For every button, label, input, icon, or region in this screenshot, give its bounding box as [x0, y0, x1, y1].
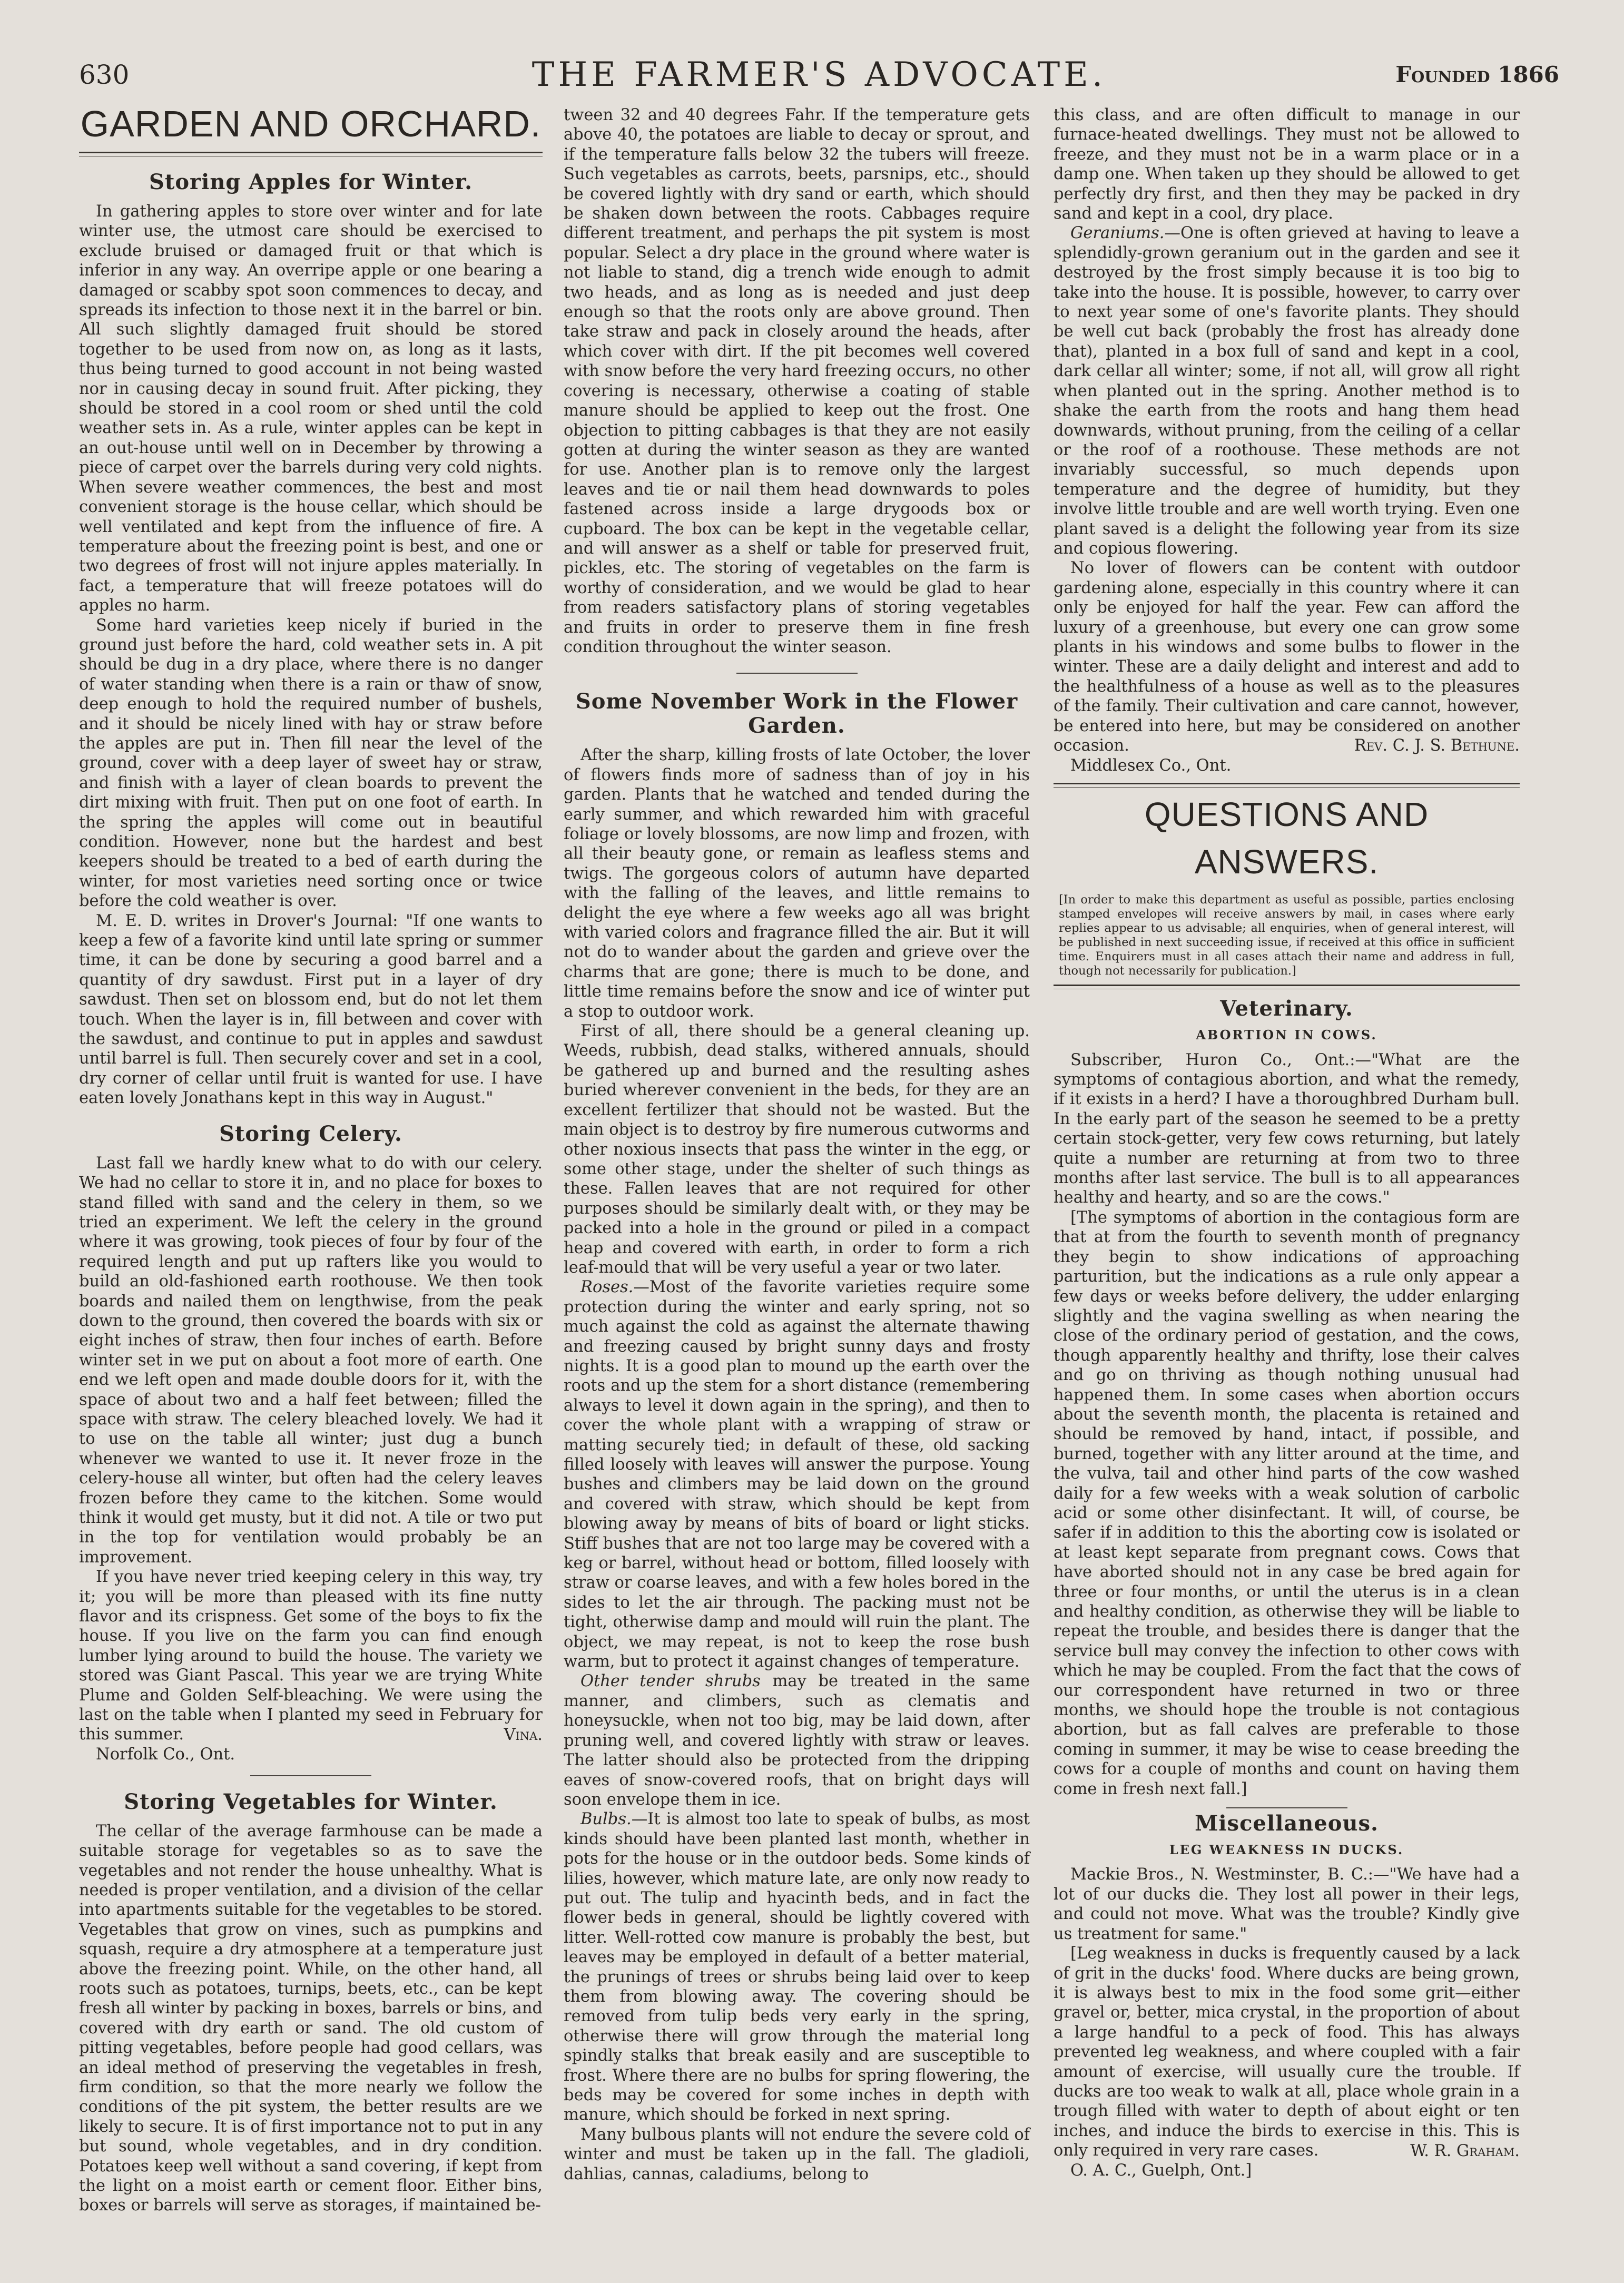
signature: W. R. Graham.	[1410, 2141, 1520, 2160]
paragraph: Many bulbous plants will not endure the severe cold of winter and must be taken up in the fall. The gladioli, dahlias, cannas, caladiums, belong to	[564, 2125, 1030, 2183]
paragraph: No lover of flowers can be content with outdoor gardening alone, especially in this country where it can only be enjoyed for half the year. Few can afford the luxury of a greenhouse, but every one can grow some plants in his windows and some bulbs to flower in the winter. These are a daily delight and interest and add to the healthfulness of a house as well as to the pleasures of the family. Their cultivation and care cannot, however, be entered into here, but may be considered on another occasion.	[1054, 559, 1520, 755]
article-subheading: ABORTION IN COWS.	[1196, 1027, 1377, 1043]
paragraph: Last fall we hardly knew what to do with our celery. We had no cellar to store it in, and no place for boxes to stand filled with sand and the celery in them, so we tried an experiment. We left the celery in the ground where it was growing, took pieces of four by four of the required length and put up rafters like you would to build an old-fashioned earth roothouse. We then took boards and nailed them on lengthwise, from the peak down to the ground, then covered the boards with six or eight inches of straw, then four inches of earth. Before winter set in we put on about a foot more of earth. One end we left open and made double doors for it, with the space of about two and a half feet between; filled the space with straw. The celery bleached lovely. We had it to use on the table all winter; just dug a bunch whenever we wanted to use it. It never froze in the celery-house all winter, but often had the celery leaves frozen before they came to the kitchen. Some would think it would get musty, but it did not. A tile or two put in the top for ventilation would probably be an improvement.	[79, 1154, 543, 1567]
double-rule	[1054, 783, 1520, 788]
signature: Rev. C. J. S. Bethune.	[1354, 736, 1520, 755]
paragraph: M. E. D. writes in Drover's Journal: "If one wants to keep a few of a favorite kind until late spring or summer time, it can be done by securing a good barrel and a quantity of dry sawdust. First put in a layer of dry sawdust. Then set on blossom end, but do not let them touch. When the layer is in, fill between and cover with the sawdust, and continue to put in apples and sawdust until barrel is full. Then securely cover and set in a cool, dry corner of cellar until fruit is wanted for use. I have eaten lovely Jonathans kept in this way in August."	[79, 911, 543, 1108]
paragraph-text: —One is often grieved at having to leave a splendidly-grown geranium out in the garden and see it destroyed by the frost simply because it is too big to take into the house. It is possible, however, to carry over to next year some of one's favorite plants. They should be well cut back (probably the frost has already done that), planted in a box full of sand and kept in a cool, dark cellar all winter; some, if not all, will grow all right when planted out in the spring. Another method is to shake the earth from the roots and hang them head downwards, without pruning, from the ceiling of a cellar or the roof of a roothouse. These methods are not invariably successful, so much depends upon temperature and the degree of humidity, but they involve little trouble and are well worth trying. Even one plant saved is a delight the following year from its size and copious flowering.	[1054, 224, 1520, 558]
article-heading: Some November Work in the Flower Garden.	[575, 689, 1018, 739]
paragraph: Mackie Bros., N. Westminster, B. C.:—"We have had a lot of our ducks die. They lost all power in their legs, and could not move. What was the trouble? Kindly give us treatment for same."	[1054, 1865, 1520, 1943]
paragraph: [Leg weakness in ducks is frequently caused by a lack of grit in the ducks' food. Where ducks are being grown, it is always best to mix in the food some grit—either gravel or, better, mica crystal, in the proportion of about a large handful to a peck of food. This has always prevented leg weakness, and where coupled with a fair amount of exercise, will usually cure the trouble. If ducks are too weak to walk at all, place whole grain in a trough filled with water to depth of about eight or ten inches, and induce the birds to exercise in this. This is only required in very rare cases.	[1054, 1944, 1520, 2160]
paragraph: In gathering apples to store over winter and for late winter use, the utmost care should be exercised to exclude bruised or damaged fruit or that which is inferior in any way. An overripe apple or one bearing a damaged or scabby spot soon commences to decay, and spreads its infection to those next it in the barrel or bin. All such slightly damaged fruit should be stored together to be used from now on, as long as it lasts, thus being turned to good account in not being wasted nor in causing decay in sound fruit. After picking, they should be stored in a cool room or shed until the cold weather sets in. As a rule, winter apples can be kept in an out-house until well on in December by throwing a piece of carpet over the barrels during very cold nights. When severe weather commences, the best and most convenient storage is the house cellar, which should be well ventilated and kept from the influence of fire. A temperature about the freezing point is best, and one or two degrees of frost will not injure apples materially. In fact, a temperature that will freeze potatoes will do apples no harm.	[79, 202, 543, 615]
masthead: THE FARMER'S ADVOCATE.	[532, 55, 1107, 94]
page-header	[79, 55, 1559, 103]
location: O. A. C., Guelph, Ont.]	[1070, 2161, 1252, 2180]
paragraph-text: —It is almost too late to speak of bulbs, as most kinds should have been planted last month, whether in pots for the house or in the outdoor beds. Some kinds of lilies, however, which mature late, are only now ready to put out. The tulip and hyacinth beds, and in fact the flower beds in general, should be lightly covered with litter. Well-rotted cow manure is probably the best, but leaves may be employed in default of a better material, the prunings of trees or shrubs being laid over to keep them from blowing away. The covering should be removed from tulip beds very early in the spring, otherwise there will grow through the material long spindly stalks that break easily and are susceptible to frost. Where there are no bulbs for spring flowering, the beds may be covered for some inches in depth with manure, which should be forked in next spring.	[564, 1810, 1030, 2124]
paragraph: First of all, there should be a general cleaning up. Weeds, rubbish, dead stalks, withered annuals, should be gathered up and burned and the resulting ashes buried wherever convenient in the beds, for they are an excellent fertilizer that should not be wasted. But the main object is to destroy by fire numerous cutworms and other noxious insects that pass the winter in the egg, or some other stage, under the shelter of such things as these. Fallen leaves that are not required for other purposes should be similarly dealt with, or they may be packed into a hole in the ground or piled in a compact heap and covered with earth, in order to form a rich leaf-mould that will be very useful a year or two later.	[564, 1022, 1030, 1277]
double-rule	[1054, 985, 1520, 989]
article-subheading: LEG WEAKNESS IN DUCKS.	[1169, 1842, 1404, 1858]
divider	[250, 1775, 371, 1776]
double-rule	[79, 152, 543, 156]
page-number: 630	[79, 60, 130, 90]
paragraph	[1054, 223, 1520, 558]
article-heading: Veterinary.	[1220, 996, 1353, 1021]
paragraph: [The symptoms of abortion in the contagious form are that at from the fourth to seventh month of pregnancy they begin to show indications of approaching parturition, but the indications as a rule only appear a few days or weeks before delivery, the udder enlarging slightly and the vagina swelling as when nearing the close of the ordinary period of gestation, and the cows, though apparently healthy and thrifty, lose their calves and go on thriving as though nothing unusual had happened them. In some cases when abortion occurs about the seventh month, the placenta is retained and should be removed by hand, intact, if possible, and burned, together with any litter around at the time, and the vulva, tail and other hind parts of the cow washed daily for a few weeks with a weak solution of carbolic acid or some other disinfectant. It will, of course, be safer if in addition to this the aborting cow is isolated or at least kept separate from pregnant cows. Cows that have aborted should not in any case be bred again for three or four months, or until the uterus is in a clean and healthy condition, as otherwise they will be liable to repeat the trouble, and besides there is danger that the service bull may convey the infection to other cows with which he may be coupled. From the fact that the cows of our correspondent have returned in two or three months, we should hope the trouble is not contagious abortion, but as fall calves are preferable to those coming in summer, it may be wise to cease breeding the cows for a couple of months and count on having them come in fresh next fall.]	[1054, 1208, 1520, 1798]
paragraph: Subscriber, Huron Co., Ont.:—"What are the symptoms of contagious abortion, and what the remedy, if it exists in a herd? I have a thoroughbred Durham bull. In the early part of the season he seemed to be a pretty certain stock-getter, very few cows returning, but lately quite a number are returning at from two to three months after last service. The bull is to all appearances healthy and hearty, and so are the cows."	[1054, 1050, 1520, 1207]
paragraph	[564, 1671, 1030, 1809]
run-in-label: Bulbs.	[580, 1810, 632, 1829]
department-note: [In order to make this department as useful as possible, parties enclosing stamped envelopes will receive answers by mail, in cases where early replies appear to us advisable; all enquiries, when of general interest, will be published in next succeeding issue, if received at this office in sufficient time. Enquirers must in all cases attach their name and address in full, though not necessarily for publication.]	[1059, 893, 1514, 978]
location: Norfolk Co., Ont.	[96, 1745, 235, 1764]
paragraph: The cellar of the average farmhouse can be made a suitable storage for vegetables so as to save the vegetables and not render the house unhealthy. What is needed is proper ventilation, and a division of the cellar into apartments suitable for the vegetables to be stored. Vegetables that grow on vines, such as pumpkins and squash, require a dry atmosphere at a temperature just above the freezing point. While, on the other hand, all roots such as potatoes, turnips, beets, etc., can be kept fresh all winter by packing in boxes, barrels or bins, and covered with dry earth or sand. The old custom of pitting vegetables, before people had good cellars, was an ideal method of preserving the vegetables in fresh, firm condition, so that the more nearly we follow the conditions of the pit system, the better results are we likely to secure. It is of first importance not to put in any but sound, whole vegetables, and in dry condition. Potatoes keep well without a sand covering, if kept from the light on a moist earth or cement floor. Either bins, boxes or barrels will serve as storages, if maintained be-	[79, 1822, 543, 2215]
paragraph: If you have never tried keeping celery in this way, try it; you will be more than pleased with its fine nutty flavor and its crispness. Get some of the boys to fix the house. If you live on the farm you can find enough lumber lying around to build the house. The variety we stored was Giant Pascal. This year we are trying White Plume and Golden Self-bleaching. We were using the last on the table when I planted my seed in February for this summer.	[79, 1568, 543, 1744]
paragraph-text: may be treated in the same manner, and climbers, such as clematis and honeysuckle, when not too big, may be laid down, after pruning well, and covered lightly with straw or leaves. The latter should also be protected from the dripping eaves of snow-covered roofs, that on bright days will soon envelope them in ice.	[564, 1672, 1030, 1809]
divider	[1226, 1807, 1347, 1808]
run-in-label: Geraniums.	[1070, 224, 1165, 243]
paragraph-text: —Most of the favorite varieties require some protection during the winter and early spring, not so much against the cold as against the alternate thawing and freezing caused by bright sunny days and frosty nights. It is a good plan to mound up the earth over the roots and up the stem for a short distance (remembering always to level it down again in the spring), and then to cover the whole plant with a wrapping of straw or matting securely tied; in default of these, old sacking filled loosely with leaves will answer the purpose. Young bushes and climbers may be laid down on the ground and covered with straw, which should be kept from blowing away by means of bits of board or light sticks. Stiff bushes that are not too large may be covered with a keg or barrel, without head or bottom, filled loosely with straw or coarse leaves, and with a few holes bored in the sides to let the air through. The packing must not be tight, otherwise damp and mould will ruin the plant. The object, we may repeat, is not to keep the rose bush warm, but to protect it against changes of temperature.	[564, 1278, 1030, 1671]
paragraph: Some hard varieties keep nicely if buried in the ground just before the hard, cold weather sets in. A pit should be dug in a dry place, where there is no danger of water standing when there is a rain or thaw of snow, deep enough to hold the required number of bushels, and it should be nicely lined with hay or straw before the apples are put in. Then fill near the level of the ground, cover with a deep layer of sweet hay or straw, and finish with a layer of clean boards to prevent the dirt mixing with fruit. Then put on one foot of earth. In the spring the apples will come out in beautiful condition. However, none but the hardest and best keepers should be treated to a bed of earth during the winter, for most varieties need sorting once or twice before the cold weather is over.	[79, 616, 543, 911]
article-heading: Miscellaneous.	[1195, 1811, 1379, 1836]
paragraph: tween 32 and 40 degrees Fahr. If the temperature gets above 40, the potatoes are liable to decay or sprout, and if the temperature falls below 32 the tubers will freeze. Such vegetables as carrots, beets, parsnips, etc., should be covered lightly with dry sand or earth, which should be shaken down between the roots. Cabbages require different treatment, and perhaps the pit system is most popular. Select a dry place in the ground where water is not liable to stand, dig a trench wide enough to admit two heads, and as long as is needed and just deep enough so that the roots only are above ground. Then take straw and pack in closely around the heads, after which cover with dirt. If the pit becomes well covered with snow before the very hard freezing occurs, no other covering is necessary, otherwise a coating of stable manure should be applied to keep out the frost. One objection to pitting cabbages is that they are not easily gotten at during the winter season as they are wanted for use. Another plan is to remove only the largest leaves and tie or nail them head downwards to poles fastened across inside a large drygoods box or cupboard. The box can be kept in the vegetable cellar, and will answer as a shelf or table for preserved fruit, pickles, etc. The storing of vegetables on the farm is worthy of consideration, and we would be glad to hear from readers satisfactory plans of storing vegetables and fruits in order to preserve them in fine fresh condition throughout the winter season.	[564, 106, 1030, 656]
paragraph	[564, 1809, 1030, 2125]
paragraph	[564, 1277, 1030, 1671]
article-heading: Storing Vegetables for Winter.	[124, 1789, 498, 1814]
article-heading: Storing Celery.	[219, 1121, 402, 1146]
paragraph: this class, and are often difficult to manage in our furnace-heated dwellings. They must not be allowed to freeze, and they must not be in a warm place or in a damp one. When taken up they should be allowed to get perfectly dry first, and then they may be packed in dry sand and kept in a cool, dry place.	[1054, 106, 1520, 223]
signature: Vina.	[504, 1725, 543, 1744]
run-in-label: Other tender shrubs	[580, 1672, 761, 1691]
paragraph: After the sharp, killing frosts of late October, the lover of flowers finds more of sadness than of joy in his garden. Plants that he watched and tended during the early summer, and which rewarded him with graceful foliage or lovely blossoms, are now limp and frozen, with all their beauty gone, or remain as leafless stems and twigs. The gorgeous colors of autumn have departed with the falling of the leaves, and little remains to delight the eye where a few weeks ago all was bright with varied colors and fragrance filled the air. But it will not do to wander about the garden and grieve over the charms that are gone; there is much to be done, and little time remains before the snow and ice of winter put a stop to outdoor work.	[564, 746, 1030, 1021]
column-3	[1054, 105, 1520, 2180]
column-1	[79, 100, 543, 2216]
department-title: QUESTIONS AND ANSWERS.	[1144, 795, 1429, 881]
department-title: GARDEN AND ORCHARD.	[80, 103, 542, 144]
founded-line: Founded 1866	[1395, 62, 1559, 87]
divider	[736, 673, 858, 674]
location: Middlesex Co., Ont.	[1070, 756, 1232, 775]
run-in-label: Roses.	[580, 1278, 634, 1297]
column-2	[564, 105, 1030, 2184]
article-heading: Storing Apples for Winter.	[149, 170, 473, 194]
